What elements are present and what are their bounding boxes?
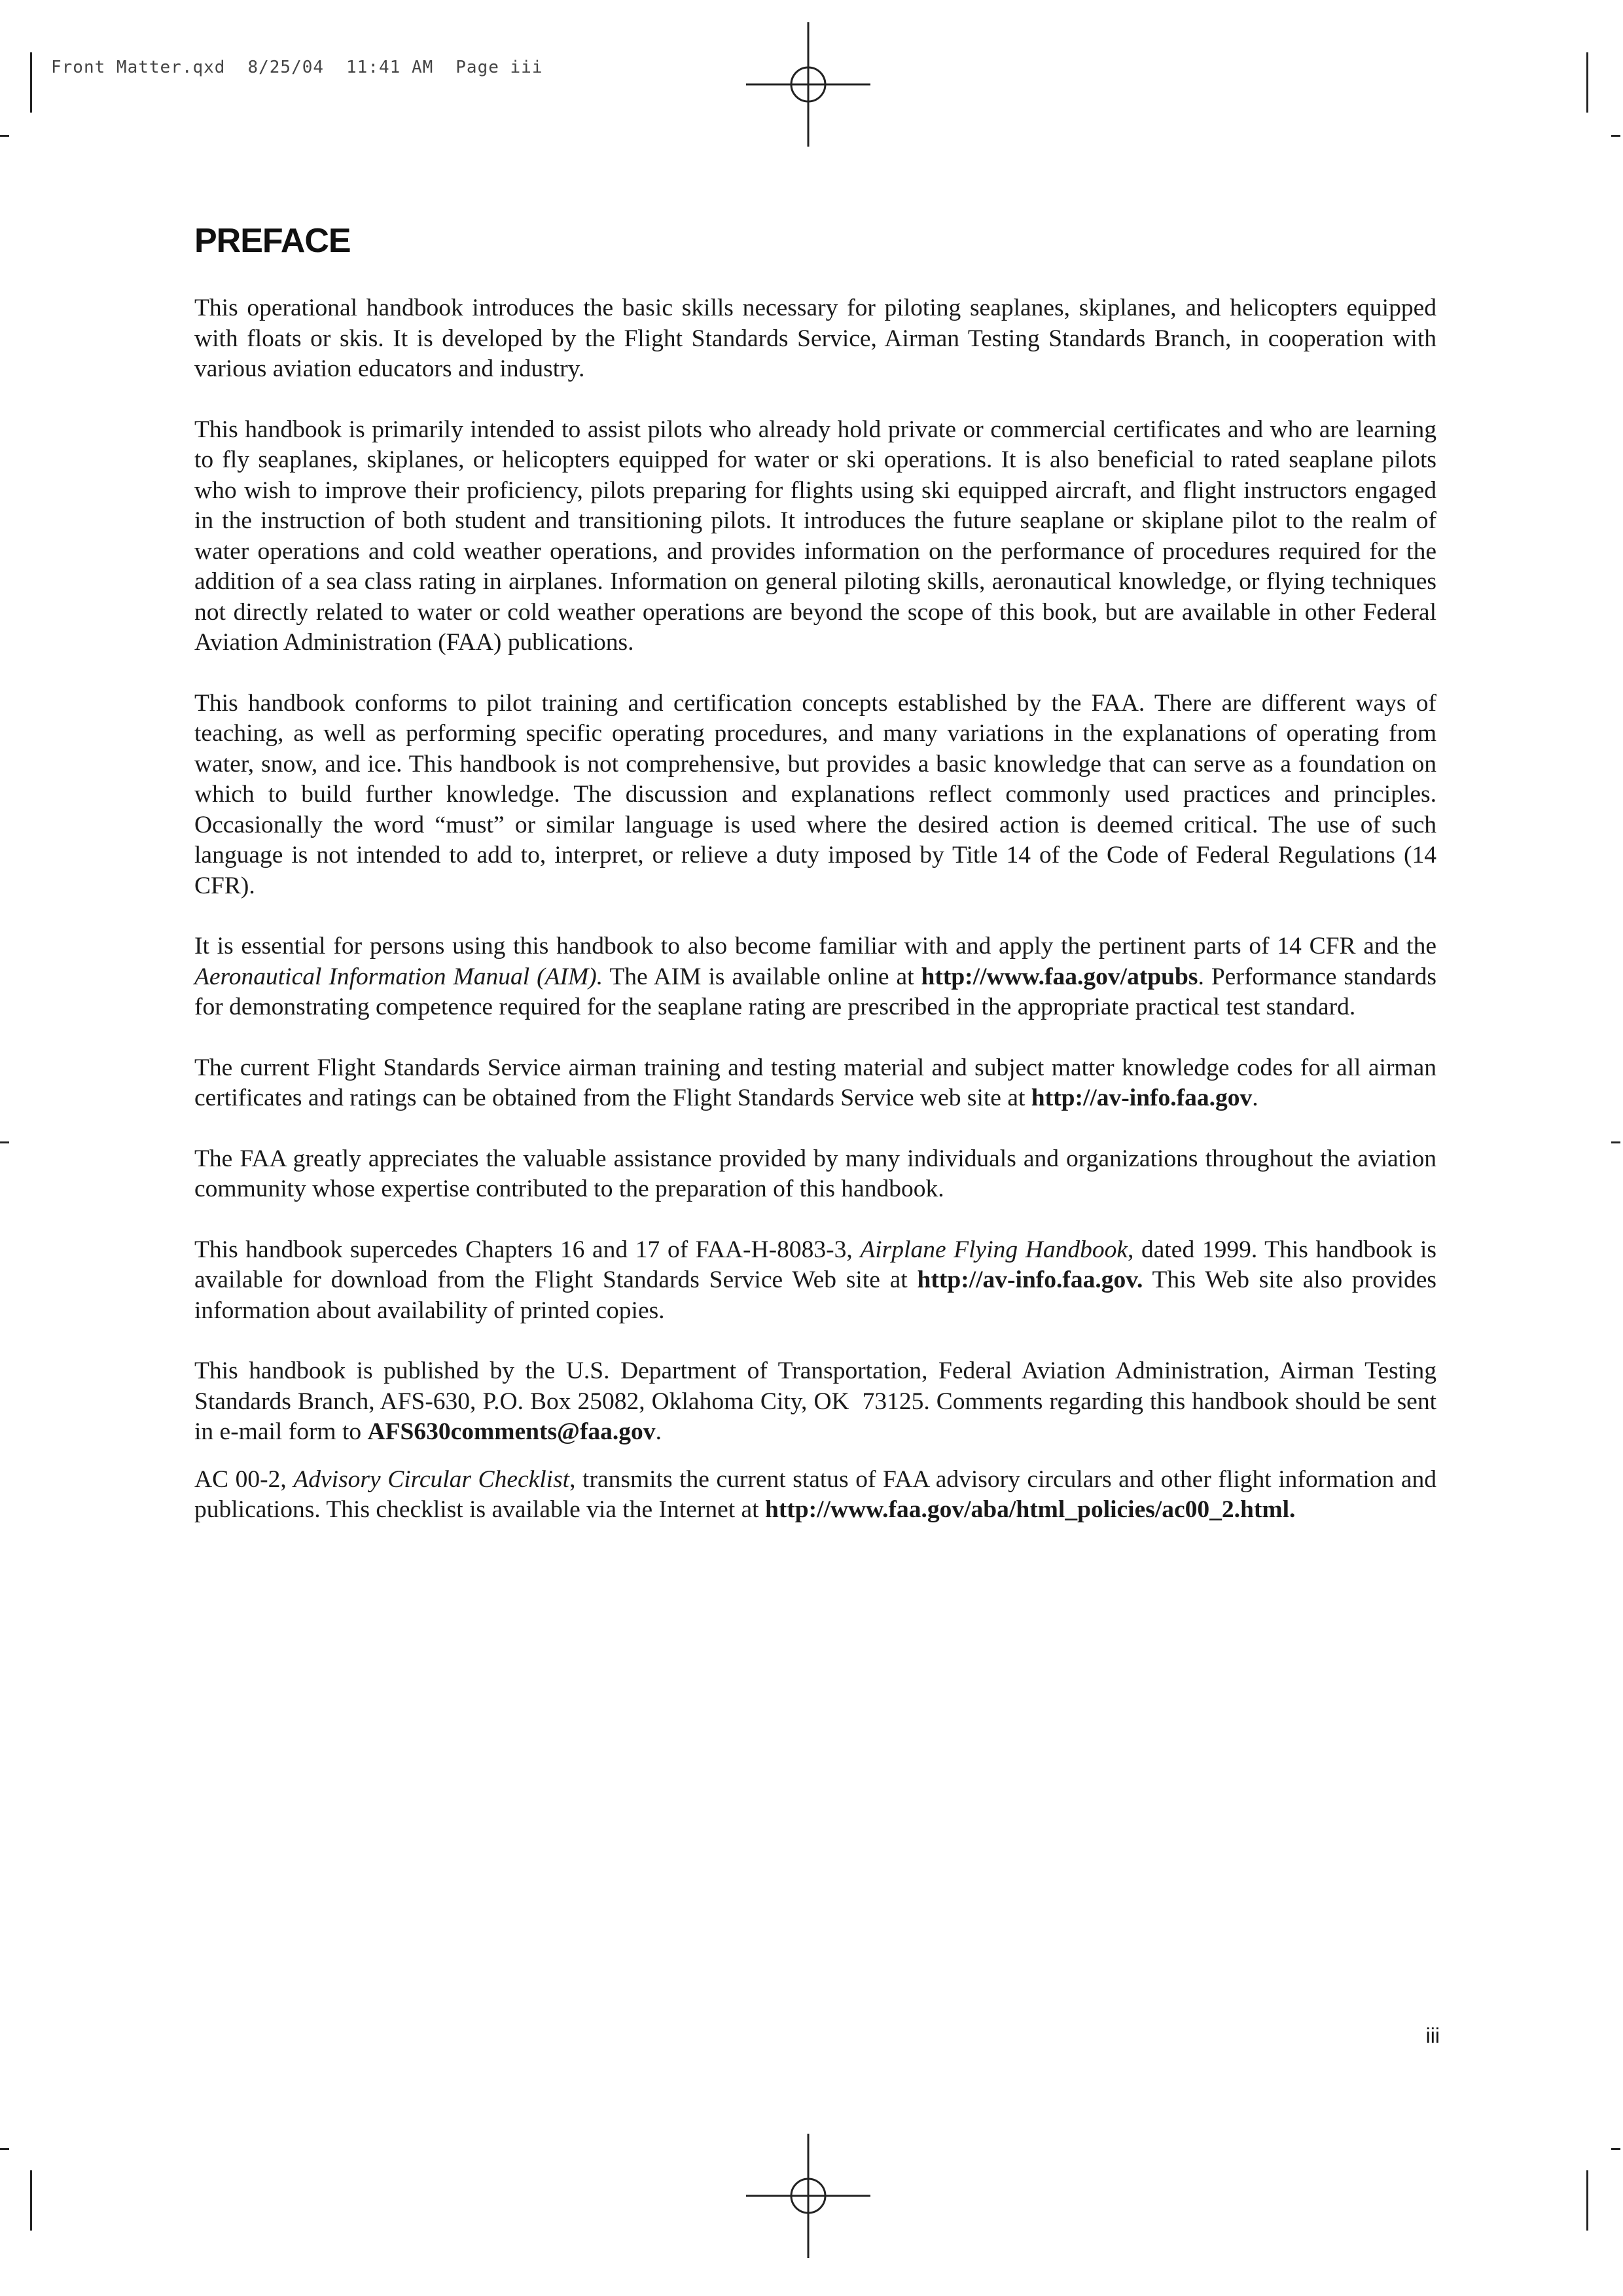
preface-body [194,293,1436,1556]
italic-text: Advisory Circular Checklist [293,1465,570,1493]
slug-time: 11:41 AM [346,58,434,77]
page-title: PREFACE [194,222,351,260]
crop-tick-right-upper [1611,135,1620,137]
body-paragraph [194,1235,1436,1327]
slug-date: 8/25/04 [247,58,325,77]
paragraph-text: . [1252,1085,1258,1111]
paragraph-text: AC 00-2, [194,1465,294,1493]
slug-file: Front Matter.qxd [51,58,226,77]
page-number: iii [1425,2024,1440,2047]
crop-tick-left-middle [0,1141,9,1143]
body-paragraph [194,931,1436,1023]
body-paragraph [194,1053,1436,1114]
crop-tick-right-lower [1611,2148,1620,2150]
crop-mark-bottom-left [30,2170,32,2231]
crop-mark-top-right [1586,52,1588,113]
printer-slug [51,58,565,77]
registration-mark-bottom [746,2134,870,2258]
bold-text: http://av-info.faa.gov [1031,1085,1253,1111]
crop-tick-left-lower [0,2148,9,2150]
paragraph-text: The current Flight Standards Service airman training and testing material and subject matter knowledge codes for all airman certificates and ratings can be obtained from the Flight Standards Service web site at [194,1054,1436,1111]
crop-mark-bottom-right [1586,2170,1588,2231]
paragraph-text: , transmits the current status of FAA advisory circulars and other flight information and publications. This checklist is available via the Internet at [194,1465,1436,1523]
registration-mark-top [746,22,870,147]
paragraph-text: . [655,1418,662,1445]
bold-text: http://www.faa.gov/aba/html_policies/ac00_2.html. [764,1496,1296,1523]
crop-mark-top-left [30,52,32,113]
paragraph-text: This operational handbook introduces the basic skills necessary for piloting seaplanes, skiplanes, and helicopters equipped with floats or skis. It is developed by the Flight Standards Service, Airman Testing Standards Branch, in cooperation with various aviation educators and industry. [194,295,1436,382]
paragraph-text: , dated 1999. This handbook is available for download from the Flight Standards Service Web site at [194,1236,1437,1293]
body-paragraph [194,1144,1436,1205]
body-paragraph [194,689,1436,902]
paragraph-text: The AIM is available online at [603,963,921,990]
paragraph-text: The FAA greatly appreciates the valuable assistance provided by many individuals and organizations throughout the aviation community whose expertise contributed to the preparation of this handbook. [194,1145,1436,1202]
paragraph-text: This handbook is published by the U.S. Department of Transportation, Federal Aviation Administration, Airman Testing Standards Branch, AFS-630, P.O. Box 25082, Oklahoma City, OK 73125. Comments regarding this handbook should be sent in e-mail form to [194,1357,1436,1445]
bold-text: AFS630comments@faa.gov [367,1418,656,1445]
body-paragraph [194,415,1436,658]
paragraph-text: This Web site also provides information about availability of printed copies. [194,1266,1437,1324]
paragraph-text: It is essential for persons using this handbook to also become familiar with and apply the pertinent parts of 14 CFR and the [194,933,1436,960]
paragraph-text: This handbook is primarily intended to assist pilots who already hold private or commercial certificates and who are learning to fly seaplanes, skiplanes, or helicopters equipped for water or ski operations. It is also beneficial to rated seaplane pilots who wish to improve their proficiency, pilots preparing for flights using ski equipped aircraft, and flight instructors engaged in the instruction of both student and transitioning pilots. It introduces the future seaplane or skiplane pilot to the realm of water operations and cold weather operations, and provides information on the performance of procedures required for the addition of a sea class rating in airplanes. Information on general piloting skills, aeronautical knowledge, or flying techniques not directly related to water or cold weather operations are beyond the scope of this book, but are available in other Federal Aviation Administration (FAA) publications. [194,416,1436,656]
paragraph-text: This handbook conforms to pilot training and certification concepts established by the FAA. There are different ways of teaching, as well as performing specific operating procedures, and many variations in the explanations of operating from water, snow, and ice. This handbook is not comprehensive, but provides a basic knowledge that can serve as a foundation on which to build further knowledge. The discussion and explanations reflect commonly used practices and principles. Occasionally the word “must” or similar language is used where the desired action is deemed critical. The use of such language is not intended to add to, interpret, or relieve a duty imposed by Title 14 of the Code of Federal Regulations (14 CFR). [194,689,1436,899]
bold-text: http://www.faa.gov/atpubs [921,963,1198,990]
body-paragraph [194,1465,1436,1526]
paragraph-text: This handbook supercedes Chapters 16 and 17 of FAA-H-8083-3, [194,1236,861,1263]
body-paragraph [194,293,1436,385]
crop-tick-left-upper [0,135,9,137]
bold-text: http://av-info.faa.gov. [917,1266,1143,1293]
italic-text: Airplane Flying Handbook [860,1236,1128,1263]
slug-page: Page iii [455,58,543,77]
italic-text: Aeronautical Information Manual (AIM). [194,963,603,990]
crop-tick-right-middle [1611,1141,1620,1143]
paragraph-text: . Performance standards for demonstrating competence required for the seaplane rating are prescribed in the appropriate practical test standard. [194,963,1436,1020]
body-paragraph [194,1356,1436,1448]
